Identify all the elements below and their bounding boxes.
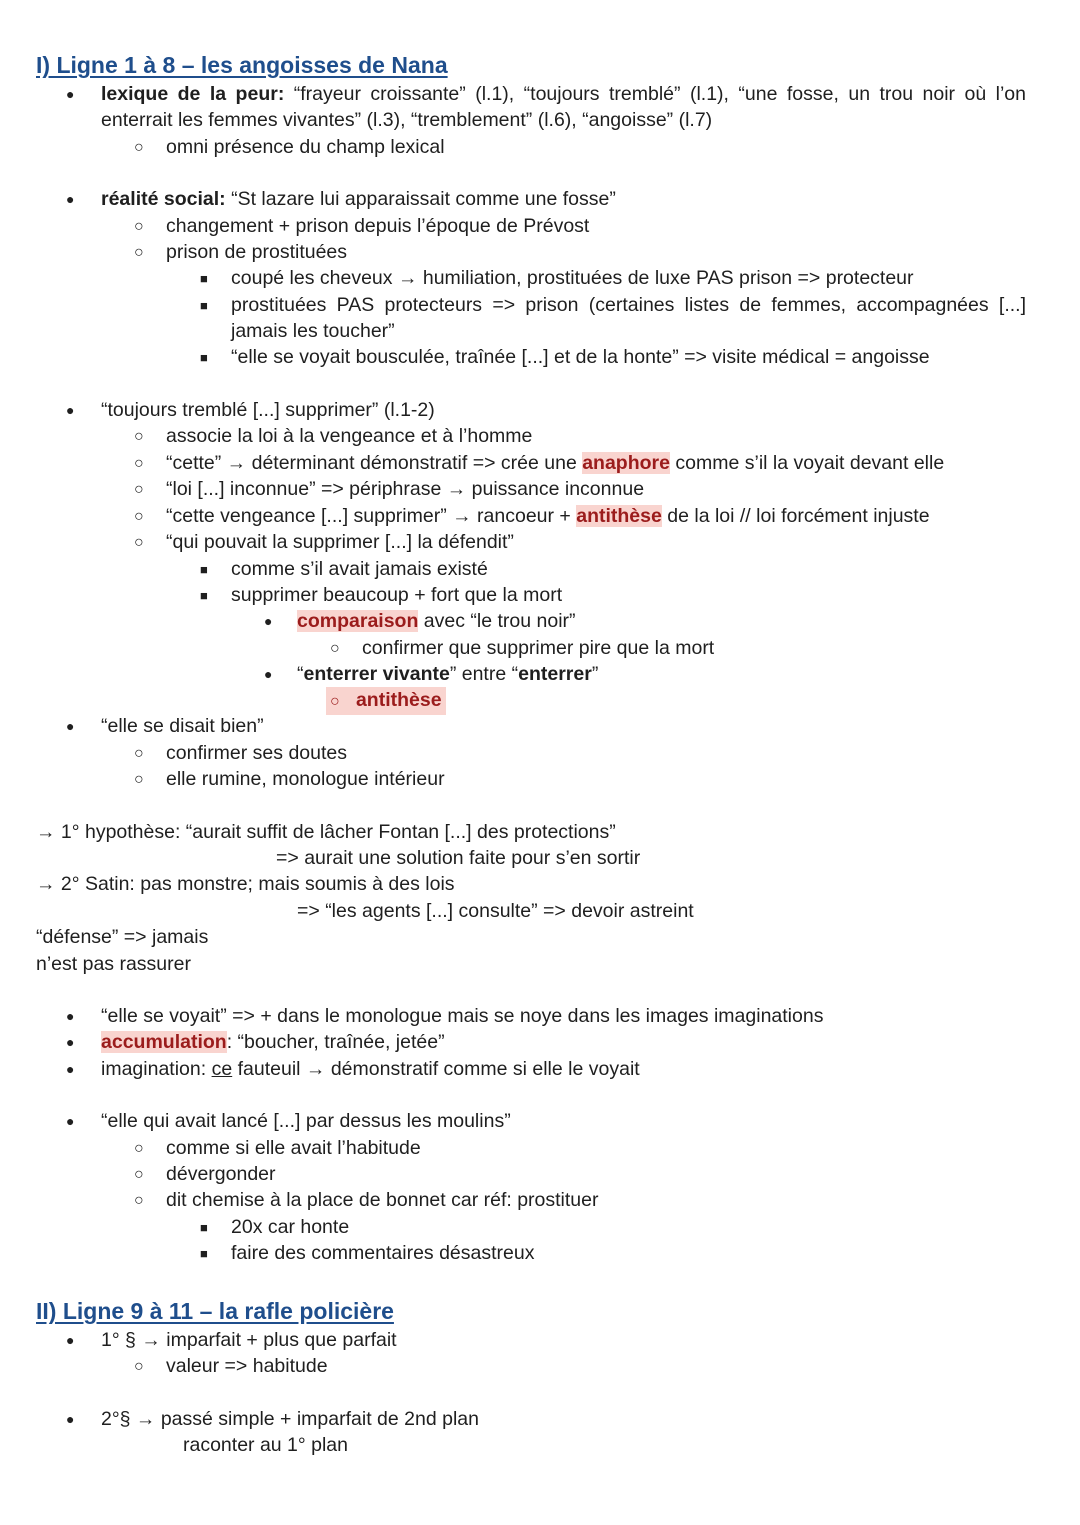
qui-item: “qui pouvait la supprimer [...] la défendit” (166, 531, 514, 553)
omni-item: omni présence du champ lexical (166, 136, 445, 158)
vengeance-text: “cette vengeance [...] supprimer” → rancoeur + (166, 505, 577, 527)
bullet-icon (66, 186, 74, 212)
enterrer-vivante: enterrer vivante (303, 663, 450, 685)
valeur-item: valeur => habitude (166, 1355, 328, 1377)
imagination-label: imagination: (101, 1058, 212, 1080)
square-bullet-icon (200, 265, 208, 292)
lexique-text: “frayeur croissante” (l.1), “toujours tremblé” (l.1), “une fosse, un trou noir où l’on (293, 83, 1026, 105)
anaphore-highlight: anaphore (582, 452, 670, 474)
bullet-icon (66, 1327, 74, 1353)
commentaires-item: faire des commentaires désastreux (231, 1242, 535, 1264)
circle-bullet-icon (134, 239, 144, 266)
circle-bullet-icon (134, 740, 144, 767)
paragraph-1-item: 1° § → imparfait + plus que parfait (101, 1329, 397, 1351)
circle-bullet-icon (134, 1135, 144, 1162)
devergonder-item: dévergonder (166, 1163, 276, 1185)
cette-text-end: comme s’il la voyait devant elle (669, 452, 945, 474)
supprimer-item: supprimer beaucoup + fort que la mort (231, 584, 563, 606)
section-2-title: II) Ligne 9 à 11 – la rafle policière (36, 1298, 394, 1324)
imagination-item (101, 1056, 640, 1082)
square-bullet-icon (200, 344, 208, 371)
disait-item: “elle se disait bien” (101, 715, 264, 737)
quote: ” (591, 663, 599, 685)
associe-item: associe la loi à la vengeance et à l’homme (166, 425, 533, 447)
enterrer-item (297, 661, 598, 687)
circle-bullet-icon (134, 529, 144, 556)
comparaison-item (297, 608, 576, 634)
voyait-item: “elle se voyait” => + dans le monologue mais se noye dans les images imaginations (101, 1005, 824, 1027)
circle-bullet-icon (134, 766, 144, 793)
changement-item: changement + prison depuis l’époque de Prévost (166, 215, 590, 237)
realite-text: “St lazare lui apparaissait comme une fosse” (225, 188, 616, 210)
paragraph-2-item: 2°§ → passé simple + imparfait de 2nd plan (101, 1408, 479, 1430)
bullet-icon (66, 1108, 74, 1134)
circle-bullet-icon (134, 423, 144, 450)
lance-item: “elle qui avait lancé [...] par dessus les moulins” (101, 1110, 511, 1132)
enterrer-word: enterrer (518, 663, 592, 685)
circle-bullet-icon (330, 635, 340, 662)
prostituees-line-2: jamais les toucher” (231, 320, 395, 342)
comparaison-highlight: comparaison (297, 610, 419, 632)
circle-bullet-icon (330, 693, 340, 710)
hypothese-2-result: => “les agents [...] consulte” => devoir astreint (297, 900, 694, 922)
entre-text: ” entre “ (449, 663, 519, 685)
lexique-line-2: enterrait les femmes vivantes” (l.3), “tremblement” (l.6), “angoisse” (l.7) (101, 109, 713, 131)
cette-item (166, 450, 944, 476)
antithese-item (326, 687, 446, 715)
bousculee-item: “elle se voyait bousculée, traînée [...] et de la honte” => visite médical = angoisse (231, 346, 930, 368)
habitude-item: comme si elle avait l’habitude (166, 1137, 421, 1159)
square-bullet-icon (200, 1240, 208, 1267)
lexique-label: lexique de la peur: (101, 83, 285, 105)
circle-bullet-icon (134, 134, 144, 161)
raconter-line: raconter au 1° plan (183, 1434, 348, 1456)
square-bullet-icon (200, 1214, 208, 1241)
chemise-item: dit chemise à la place de bonnet car réf: prostituer (166, 1189, 599, 1211)
accumulation-text: : “boucher, traînée, jetée” (226, 1031, 445, 1053)
hypothese-2: → 2° Satin: pas monstre; mais soumis à des lois (36, 873, 455, 895)
comme-item: comme s’il avait jamais existé (231, 558, 488, 580)
honte-item: 20x car honte (231, 1216, 350, 1238)
circle-bullet-icon (134, 1353, 144, 1380)
bullet-icon (66, 1029, 74, 1055)
hypothese-1-result: => aurait une solution faite pour s’en sortir (276, 847, 641, 869)
circle-bullet-icon (134, 503, 144, 530)
ce-underlined: ce (211, 1058, 233, 1080)
toujours-item: “toujours tremblé [...] supprimer” (l.1-2) (101, 399, 435, 421)
accumulation-highlight: accumulation (101, 1031, 227, 1053)
cette-text: “cette” → déterminant démonstratif => crée une (166, 452, 583, 474)
circle-bullet-icon (134, 450, 144, 477)
circle-bullet-icon (134, 1187, 144, 1214)
prison-item: prison de prostituées (166, 241, 348, 263)
bullet-icon (66, 1056, 74, 1082)
bullet-icon (66, 1406, 74, 1432)
lexique-line-1 (101, 81, 1026, 107)
bullet-icon (66, 1003, 74, 1029)
bullet-icon (66, 713, 74, 739)
circle-bullet-icon (134, 1161, 144, 1188)
realite-label: réalité social: (101, 188, 226, 210)
comparaison-text: avec “le trou noir” (418, 610, 576, 632)
loi-item: “loi [...] inconnue” => périphrase → puissance inconnue (166, 478, 645, 500)
bullet-icon (66, 81, 74, 107)
circle-bullet-icon (134, 476, 144, 503)
bullet-icon (264, 608, 272, 634)
coupe-item: coupé les cheveux → humiliation, prostituées de luxe PAS prison => protecteur (231, 267, 914, 289)
imagination-text: fauteuil → démonstratif comme si elle le voyait (232, 1058, 640, 1080)
bullet-icon (66, 397, 74, 423)
prostituees-line-1: prostituées PAS protecteurs => prison (certaines listes de femmes, accompagnées [...] (231, 294, 1026, 316)
realite-line (101, 186, 616, 212)
bullet-icon (264, 661, 272, 687)
accumulation-item (101, 1029, 445, 1055)
section-1-title: I) Ligne 1 à 8 – les angoisses de Nana (36, 52, 448, 78)
square-bullet-icon (200, 582, 208, 609)
doutes-item: confirmer ses doutes (166, 742, 347, 764)
defense-line: “défense” => jamais (36, 926, 209, 948)
antithese-highlight: antithèse (576, 505, 662, 527)
rassurer-line: n’est pas rassurer (36, 953, 191, 975)
vengeance-item (166, 503, 930, 529)
circle-bullet-icon (134, 213, 144, 240)
confirmer-item: confirmer que supprimer pire que la mort (362, 637, 715, 659)
rumine-item: elle rumine, monologue intérieur (166, 768, 445, 790)
hypothese-1: → 1° hypothèse: “aurait suffit de lâcher Fontan [...] des protections” (36, 821, 616, 843)
antithese-label: antithèse (355, 689, 442, 711)
square-bullet-icon (200, 292, 208, 319)
quote: “ (297, 663, 304, 685)
square-bullet-icon (200, 556, 208, 583)
vengeance-text-end: de la loi // loi forcément injuste (661, 505, 930, 527)
